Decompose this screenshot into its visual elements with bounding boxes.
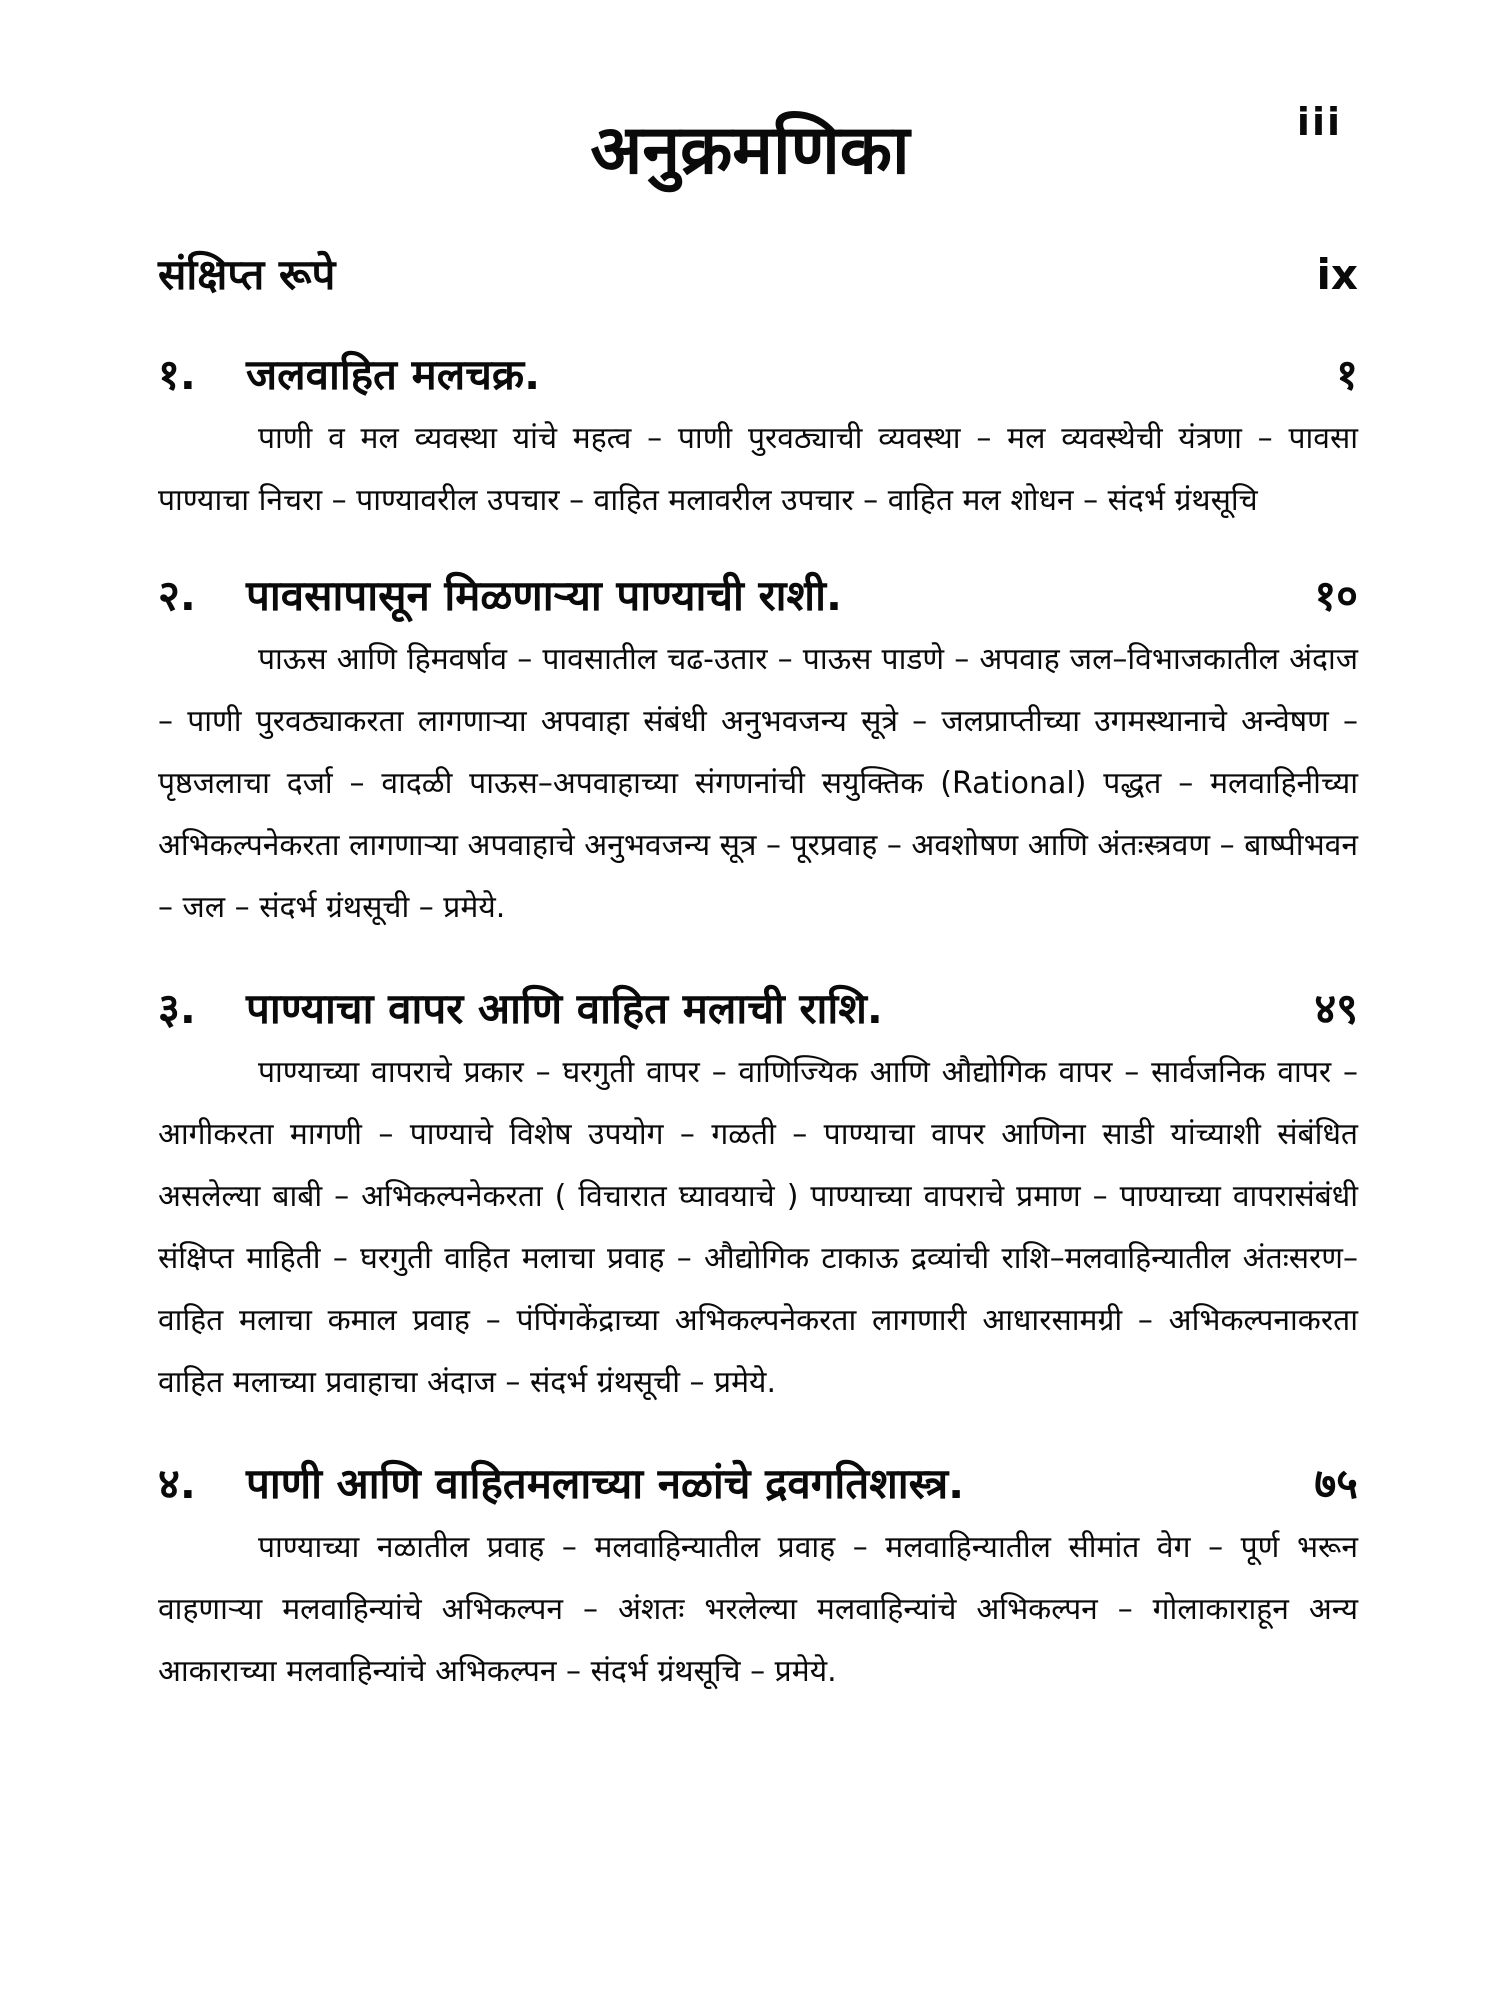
chapter-number: ३. — [158, 984, 196, 1033]
chapter-title: पाण्याचा वापर आणि वाहित मलाची राशि. — [246, 984, 883, 1033]
chapter-page: १० — [1314, 571, 1358, 620]
toc-entry-abbreviations — [158, 245, 1358, 345]
toc-chapter — [158, 345, 1358, 532]
chapter-number: ४. — [158, 1459, 196, 1508]
chapter-title: पावसापासून मिळणाऱ्या पाण्याची राशी. — [246, 571, 842, 620]
toc-entry-title: संक्षिप्त रूपे — [158, 250, 336, 299]
toc-entry-page: ix — [1316, 250, 1358, 299]
chapter-page: ७५ — [1314, 1459, 1358, 1508]
toc-chapter — [158, 979, 1358, 1414]
page-number: iii — [1296, 100, 1342, 144]
toc-chapter-heading — [158, 566, 1358, 623]
chapter-number: २. — [158, 571, 196, 620]
toc-chapter-heading — [158, 1454, 1358, 1511]
page-title: अनुक्रमणिका — [590, 111, 910, 190]
chapter-title: जलवाहित मलचक्र. — [246, 350, 541, 399]
chapter-page: ४९ — [1314, 984, 1358, 1033]
toc-chapter-heading — [158, 979, 1358, 1036]
chapter-description: पाऊस आणि हिमवर्षाव – पावसातील चढ-उतार – पाऊस पाडणे – अपवाह जल–विभाजकातील अंदाज – पाणी पुरवठ्याकरता लागणाऱ्या अपवाहा संबंधी अनुभवजन्य सूत्रे – जलप्राप्तीच्या उगमस्थानाचे अन्वेषण – पृष्ठजलाचा दर्जा – वादळी पाऊस–अपवाहाच्या संगणनांची सयुक्तिक (Rational) पद्धत – मलवाहिनीच्या अभिकल्पनेकरता लागणाऱ्या अपवाहाचे अनुभवजन्य सूत्र – पूरप्रवाह – अवशोषण आणि अंतःस्त्रवण – बाष्पीभवन – जल – संदर्भ ग्रंथसूची – प्रमेये. — [158, 642, 1358, 925]
chapter-description: पाण्याच्या नळातील प्रवाह – मलवाहिन्यातील प्रवाह – मलवाहिन्यातील सीमांत वेग – पूर्ण भरून वाहणाऱ्या मलवाहिन्यांचे अभिकल्पन – अंशतः भरलेल्या मलवाहिन्यांचे अभिकल्पन – गोलाकाराहून अन्य आकाराच्या मलवाहिन्यांचे अभिकल्पन – संदर्भ ग्रंथसूचि – प्रमेये. — [158, 1530, 1358, 1689]
chapter-page: १ — [1336, 350, 1358, 399]
toc-chapter-heading — [158, 345, 1358, 402]
toc-chapter — [158, 566, 1358, 939]
chapter-number: १. — [158, 350, 196, 399]
chapter-description: पाणी व मल व्यवस्था यांचे महत्व – पाणी पुरवठ्याची व्यवस्था – मल व्यवस्थेची यंत्रणा – पावसा पाण्याचा निचरा – पाण्यावरील उपचार – वाहित मलावरील उपचार – वाहित मल शोधन – संदर्भ ग्रंथसूचि — [158, 421, 1358, 518]
chapter-description: पाण्याच्या वापराचे प्रकार – घरगुती वापर – वाणिज्यिक आणि औद्योगिक वापर – सार्वजनिक वापर – आगीकरता मागणी – पाण्याचे विशेष उपयोग – गळती – पाण्याचा वापर आणिना साडी यांच्याशी संबंधित असलेल्या बाबी – अभिकल्पनेकरता ( विचारात घ्यावयाचे ) पाण्याच्या वापराचे प्रमाण – पाण्याच्या वापरासंबंधी संक्षिप्त माहिती – घरगुती वाहित मलाचा प्रवाह – औद्योगिक टाकाऊ द्रव्यांची राशि–मलवाहिन्यातील अंतःसरण– वाहित मलाचा कमाल प्रवाह – पंपिंगकेंद्राच्या अभिकल्पनेकरता लागणारी आधारसामग्री – अभिकल्पनाकरता वाहित मलाच्या प्रवाहाचा अंदाज – संदर्भ ग्रंथसूची – प्रमेये. — [158, 1055, 1358, 1400]
table-of-contents — [158, 245, 1358, 1703]
chapter-title: पाणी आणि वाहितमलाच्या नळांचे द्रवगतिशास्त्र. — [246, 1459, 965, 1508]
toc-chapter — [158, 1454, 1358, 1703]
